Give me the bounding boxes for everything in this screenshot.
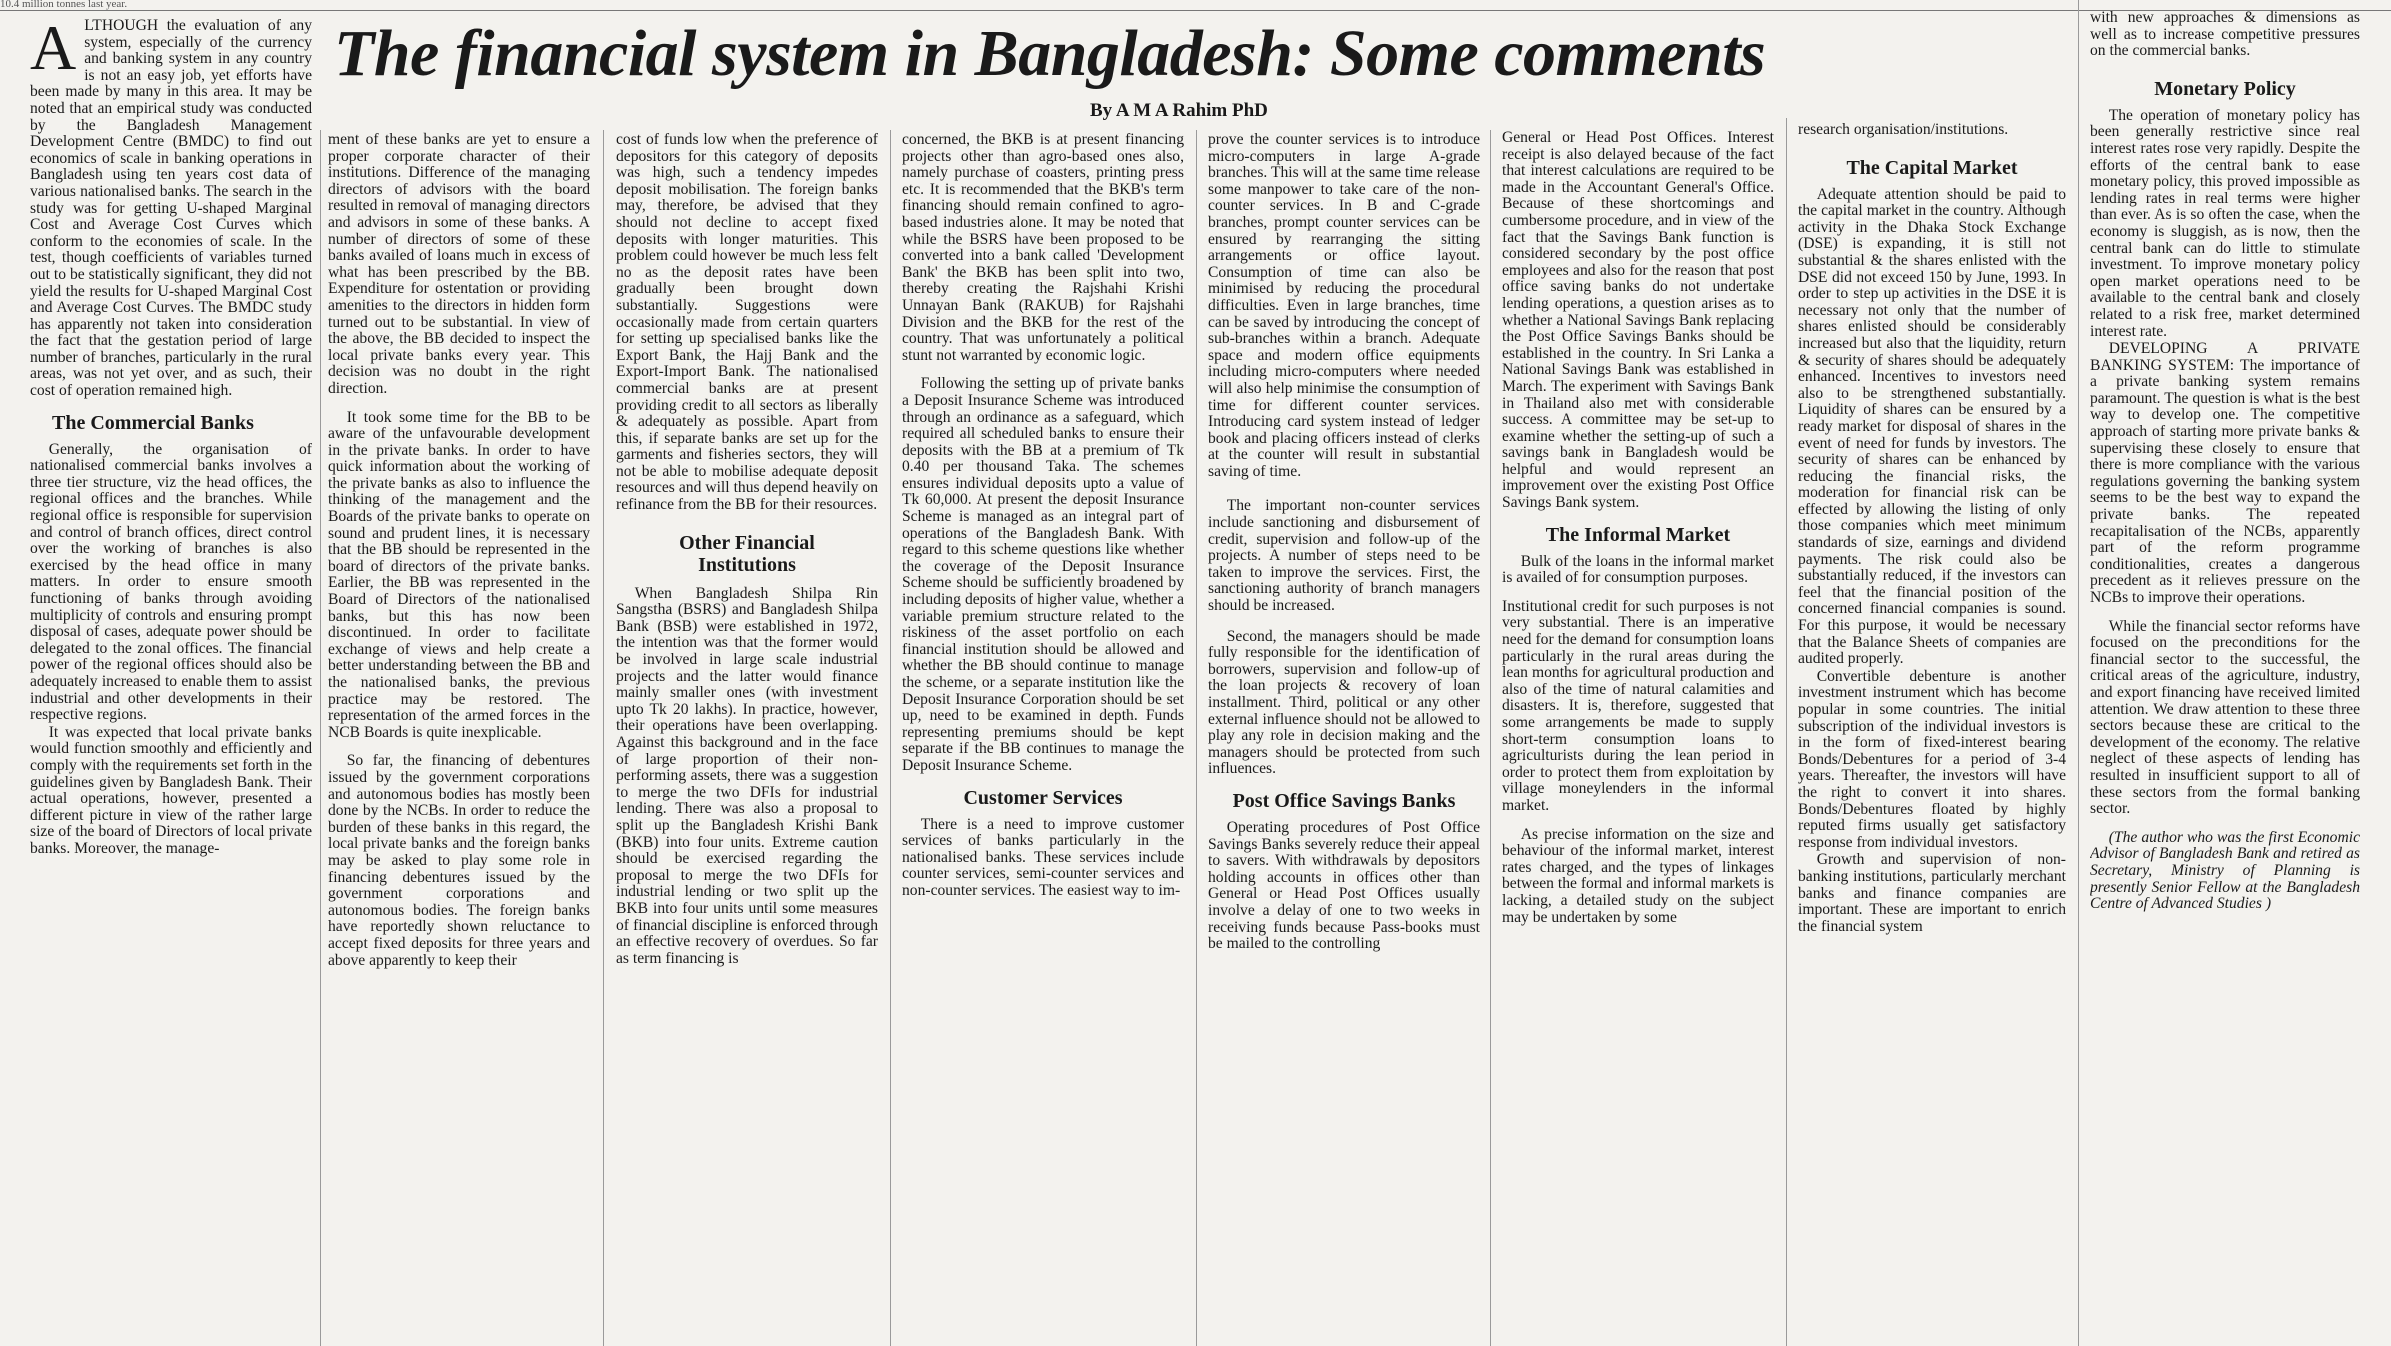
col8-paragraph-4: While the financial sector reforms have focused on the preconditions for the financial sector to the successful, the critical areas of the agriculture, industry, and export financing have received limited attention. We draw attention to these three sectors because these are critical to the development of the economy. The relative neglect of these aspects of lending has resulted in insufficient support to all of these sectors from the formal banking sector. — [2090, 617, 2360, 818]
col6-paragraph-2: Bulk of the loans in the informal market is availed of for consumption purposes. — [1502, 552, 1774, 587]
col7-paragraph-1: research organisation/institutions. — [1798, 122, 2009, 138]
column-rule — [1490, 130, 1491, 1346]
col3-paragraph-2: When Bangladesh Shilpa Rin Sangstha (BSRS) and Bangladesh Shilpa Bank (BSB) were established in 1972, the intention was that the former would be involved in large scale industrial projects and the latter would finance mainly smaller ones (with investment upto Tk 20 lakhs). In practice, however, their operations have been overlapping. Against this background and in the face of large proportion of their non-performing assets, there was a suggestion to merge the two DFIs for industrial lending. There was also a proposal to split up the Bangladesh Krishi Bank (BKB) into four units. Extreme caution should be exercised regarding the proposal to merge the two DFIs for industrial lending or two split up the BKB into four units until some measures of financial discipline is enforced through an effective recovery of overdues. So far as term financing is — [616, 584, 878, 967]
column-8 — [2090, 10, 2360, 1346]
col4-paragraph-1: concerned, the BKB is at present financing projects other than agro-based ones also, namely purchase of coasters, printing press etc. It is recommended that the BKB's term financing should remain confined to agro-based industries alone. It may be noted that while the BSRS have been proposed to be converted into a bank called 'Development Bank' the BKB has been split into two, thereby creating the Rajshahi Krishi Unnayan Bank (RAKUB) for Rajshahi Division and the BKB for the rest of the country. That was unfortunately a political stunt not warranted by economic logic. — [902, 132, 1184, 364]
col8-paragraph-3: DEVELOPING A PRIVATE BANKING SYSTEM: The importance of a private banking system remains paramount. The question is what is the best way to develop one. The competitive approach of starting more private banks & supervising these closely to ensure that there is more compliance with the various regulations governing the banking system seems to be the best way to expand the private banks. The repeated recapitalisation of the NCBs, apparently part of the reform programme conditionalities, creates a dangerous precedent as it relieves pressure on the NCBs to improve their operations. — [2090, 340, 2360, 606]
column-rule — [1196, 130, 1197, 1346]
column-2 — [328, 132, 590, 1346]
column-5 — [1208, 132, 1480, 1346]
section-heading-monetary-policy: Monetary Policy — [2154, 77, 2296, 100]
col5-paragraph-1: prove the counter services is to introduce micro-computers in large A-grade branches. This will at the same time release some manpower to take care of the non-counter services. In B and C-grade branches, prompt counter services can be ensured by rearranging the sitting arrangements or office layout. Consumption of time can also be minimised by reducing the procedural difficulties. Even in large branches, time can be saved by introducing the concept of sub-branches within a branch. Adequate space and modern office equipments including micro-computers where needed will also help minimise the consumption of time for different counter services. Introducing card system instead of ledger book and placing officers instead of clerks at the counter will result in substantial saving of time. — [1208, 132, 1480, 480]
drop-cap: A — [30, 18, 77, 83]
column-rule — [320, 130, 321, 1346]
column-rule — [603, 130, 604, 1346]
column-7 — [1798, 122, 2066, 1346]
previous-article-fragment: 10.4 million tonnes last year. — [0, 0, 128, 10]
col5-paragraph-3: Second, the managers should be made fully responsible for the identification of borrowers, supervision and follow-up of the loan projects & recovery of loan installment. Third, political or any other external influence should not be allowed to play any role in decision making and the managers should be protected from such influences. — [1208, 627, 1480, 778]
col3-paragraph-1: cost of funds low when the preference of depositors for this category of deposits was high, such a tendency impedes deposit mobilisation. The foreign banks may, therefore, be advised that they should not decline to accept fixed deposits with longer maturities. This problem could however be much less felt no as the deposit rates have been gradually been brought down substantially. Suggestions were occasionally made from certain quarters for setting up specialised banks like the Export Bank, the Hajj Bank and the Export-Import Bank. The nationalised commercial banks are at present providing credit to all sectors as liberally & adequately as possible. Apart from this, if separate banks are set up for the garments and fisheries sectors, they will not be able to mobilise adequate deposit resources and will thus depend heavily on refinance from the BB for their resources. — [616, 132, 878, 514]
col8-paragraph-1: with new approaches & dimensions as well as to increase competitive pressures on the commercial banks. — [2090, 10, 2360, 60]
section-heading-informal-market: The Informal Market — [1545, 523, 1731, 546]
col8-paragraph-2: The operation of monetary policy has been generally restrictive since real interest rates rose very rapidly. Despite the efforts of the central bank to ease monetary policy, this proved impossible as lending rates in real terms were higher than ever. As is so often the case, when the economy is sluggish, as is now, then the central bank can do little to stimulate investment. To improve monetary policy open market operations need to be available to the central bank and closely related to a risk free, market determined interest rate. — [2090, 106, 2360, 340]
col7-paragraph-3: Convertible debenture is another investment instrument which has become popular in some countries. The initial subscription of the individual investors is in the form of fixed-interest bearing Bonds/Debentures for a period of 3-4 years. Thereafter, the investors will have the right to convert it into shares. Bonds/Debentures floated by highly reputed firms usually get satisfactory response from individual investors. — [1798, 667, 2066, 851]
col7-paragraph-4: Growth and supervision of non-banking institutions, particularly merchant banks and finance companies are important. These are important to enrich the financial system — [1798, 851, 2066, 935]
col2-paragraph-1: ment of these banks are yet to ensure a proper corporate character of their institutions. Difference of the managing directors of advisors with the board resulted in removal of managing directors and advisors in some of these banks. A number of directors of some of these banks availed of loans much in excess of what has been prescribed by the BB. Expenditure for ostentation or providing amenities to the directors in hidden form turned out to be substantial. In view of the above, the BB decided to inspect the local private banks every year. This decision was no doubt in the right direction. — [328, 132, 590, 397]
col5-paragraph-2: The important non-counter services include sanctioning and disbursement of credit, supervision and follow-up of the projects. A number of steps need to be taken to improve the services. First, the sanctioning authority of branch managers should be increased. — [1208, 497, 1480, 615]
column-4 — [902, 132, 1184, 1346]
col1-paragraph-2: Generally, the organisation of nationalised commercial banks involves a three tier structure, viz the head offices, the regional offices and the branches. While regional office is responsible for supervision and control of branch offices, direct control over the working of branches is also exercised by the head office in many matters. In order to ensure smooth functioning of banks through avoiding multiplicity of controls and ensuring prompt disposal of cases, adequate power should be delegated to the zonal offices. The financial power of the regional offices should also be adequately increased to enable them to assist industrial and other developments in their respective regions. — [30, 440, 312, 724]
col1-paragraph-3: It was expected that local private banks would function smoothly and efficiently and comply with the requirements set forth in the guidelines given by Bangladesh Bank. Their actual operations, however, presented a different picture in view of the rather large size of the board of Directors of local private banks. Moreover, the manage- — [30, 723, 312, 857]
column-1 — [30, 18, 312, 1346]
section-heading-post-office-savings-banks: Post Office Savings Banks — [1232, 789, 1456, 812]
column-3 — [616, 132, 878, 1346]
column-rule — [1786, 118, 1787, 1346]
col6-paragraph-4: As precise information on the size and behaviour of the informal market, interest rates charged, and the types of linkages between the formal and informal markets is lacking, a detailed study on the subject may be undertaken by some — [1502, 825, 1774, 926]
section-heading-customer-services: Customer Services — [963, 786, 1123, 809]
col1-paragraph-1 — [30, 18, 312, 400]
col4-paragraph-2: Following the setting up of private banks a Deposit Insurance Scheme was introduced through an ordinance as a safeguard, which required all scheduled banks to ensure their deposits with the BB at a premium of Tk 0.40 per thousand Taka. The schemes ensures individual deposits upto a value of Tk 60,000. At present the deposit Insurance Scheme is managed as an integral part of operations of the Bangladesh Bank. With regard to this scheme questions like whether the coverage of the Deposit Insurance Scheme should be sufficiently broadened by including deposits of higher value, whether a variable premium structure related to the riskiness of the asset portfolio on each financial institution should be allowed and whether the BB should continue to manage the scheme, or a separate institution like the Deposit Insurance Corporation should be set up, need to be examined in depth. Funds representing premiums should be kept separate if the BB continues to manage the Deposit Insurance Scheme. — [902, 375, 1184, 774]
col5-paragraph-4: Operating procedures of Post Office Savings Banks severely reduce their appeal to savers. With withdrawals by depositors holding accounts in offices other than General or Head Post Offices usually involve a delay of one to two weeks in receiving funds because Pass-books must be mailed to the controlling — [1208, 818, 1480, 953]
column-rule — [890, 130, 891, 1346]
col6-paragraph-1: General or Head Post Offices. Interest receipt is also delayed because of the fact that interest calculations are required to be made in the Accountant General's Office. Because of these shortcomings and cumbersome procedure, and in view of the fact that the Savings Bank function is considered secondary by the post office employees and also for the reason that post office saving banks do not undertake lending operations, a question arises as to whether a National Savings Bank replacing the Post Office Savings Banks should be established in the country. In Sri Lanka a National Savings Bank was established in March. The experiment with Savings Bank in Thailand also met with considerable success. A committee may be set-up to examine whether the setting-up of such a savings bank in Bangladesh would be helpful and would represent an improvement over the existing Post Office Savings Bank system. — [1502, 130, 1774, 512]
col6-paragraph-3: Institutional credit for such purposes is not very substantial. There is an imperative need for the demand for consumption loans particularly in the rural areas during the lean months for agricultural production and also of the time of natural calamities and disasters. It is, therefore, suggested that some arrangements be made to supply short-term consumption loans to agriculturists during the lean period in order to protect them from exploitation by village moneylenders in the informal market. — [1502, 597, 1774, 814]
section-heading-capital-market: The Capital Market — [1846, 156, 2018, 179]
article-byline: By A M A Rahim PhD — [1090, 100, 1268, 121]
col4-paragraph-3: There is a need to improve customer services of banks particularly in the nationalised banks. These services include counter services, semi-counter services and non-counter services. The easiest way to im- — [902, 815, 1184, 899]
previous-article-strip — [0, 0, 2391, 11]
section-heading-other-financial-institutions: Other Financial Institutions — [679, 531, 815, 576]
article-headline: The financial system in Bangladesh: Some comments — [334, 17, 1766, 90]
column-rule — [2078, 0, 2079, 1346]
section-heading-commercial-banks: The Commercial Banks — [52, 411, 254, 434]
author-credit: (The author who was the first Economic Advisor of Bangladesh Bank and retired as Secretary, Ministry of Planning is presently Senior Fellow at the Bangladesh Centre of Advanced Studies ) — [2090, 828, 2360, 913]
col2-paragraph-2: It took some time for the BB to be aware of the unfavourable development in the private banks. In order to have quick information about the working of the private banks as also to influence the thinking of the management and the Boards of the private banks to operate on sound and prudent lines, it is necessary that the BB should be represented in the board of directors of the private banks. Earlier, the BB was represented in the Board of Directors of the nationalised banks, but this has now been discontinued. In order to facilitate exchange of views and help create a better understanding between the BB and the nationalised banks, the previous practice may be restored. The representation of the armed forces in the NCB Boards is quite inexplicable. — [328, 408, 590, 741]
col1-p1-text: LTHOUGH the evaluation of any system, especially of the currency and banking system in any country is not an easy job, yet efforts have been made by many in this area. It may be noted that an empirical study was conducted by the Bangladesh Management Development Centre (BMDC) to find out economics of scale in banking operations in Bangladesh using ten years cost data of various nationalised banks. The search in the study was for getting U-shaped Marginal Cost and Average Cost Curves which conform to the economies of scale. In the test, though coefficients of variables turned out to be statistically significant, they did not yield the results for U-shaped Marginal Cost and Average Cost Curves. The BMDC study has apparently not taken into consideration the fact that the gestation period of large number of branches, particularly in the rural areas, was not yet over, and as such, their cost of operation remained high. — [30, 18, 312, 400]
column-6 — [1502, 130, 1774, 1346]
col2-paragraph-3: So far, the financing of debentures issued by the government corporations and autonomous bodies has mostly been done by the NCBs. In order to reduce the burden of these banks in this regard, the local private banks and the foreign banks may be asked to play some role in financing debentures issued by the government corporations and autonomous bodies. The foreign banks have reportedly shown reluctance to accept fixed deposits for three years and above apparently to keep their — [328, 752, 590, 969]
col7-paragraph-2: Adequate attention should be paid to the capital market in the country. Although activity in the Dhaka Stock Exchange (DSE) is expanding, it is still not substantial & the shares enlisted with the DSE did not exceed 150 by June, 1993. In order to step up activities in the DSE it is necessary not only that the number of shares enlisted should be considerably increased but also that the liquidity, return & security of shares should be adequately enhanced. Incentives to investors need also to be strengthened substantially. Liquidity of shares can be ensured by a ready market for disposal of shares in the event of need for funds by investors. The security of shares can be enhanced by reducing the financial risks, the moderation for financial risk can be effected by allowing the listing of only those companies which meet minimum standards of size, earnings and dividend payments. The risk could also be substantially reduced, if the investors can feel that the financial position of the concerned financial companies is sound. For this purpose, it would be necessary that the Balance Sheets of companies are audited properly. — [1798, 185, 2066, 668]
